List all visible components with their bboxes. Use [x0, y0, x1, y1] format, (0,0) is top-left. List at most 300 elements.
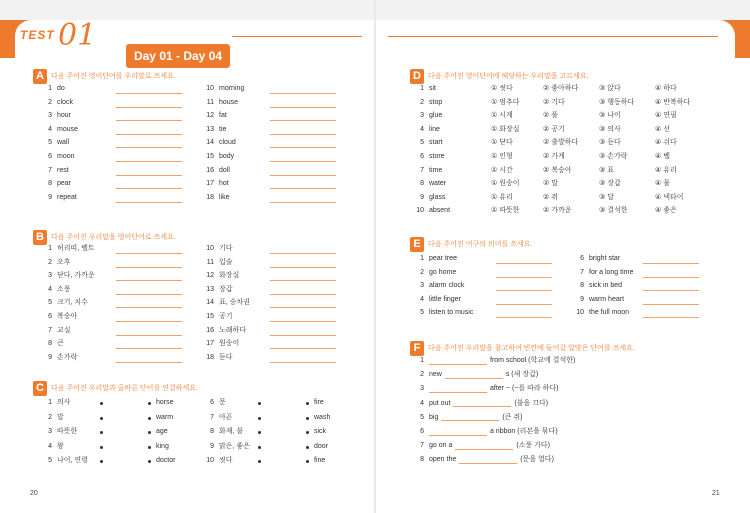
section-f-item — [410, 355, 575, 367]
item-word: 화재, 불 — [219, 428, 244, 435]
section-d-item — [410, 178, 446, 190]
section-f-item — [410, 454, 554, 466]
section-c-item — [200, 455, 233, 467]
section-f-suffix: (문을 열다) — [520, 456, 554, 464]
section-b-item — [38, 352, 77, 364]
section-b-item — [200, 297, 250, 309]
section-d-item — [410, 124, 440, 136]
item-word: 원숭이 — [219, 340, 240, 348]
section-b-answer-line — [116, 348, 182, 349]
section-e-answer-line — [496, 290, 552, 291]
item-number: 9 — [420, 193, 424, 201]
item-word: 맑은, 좋은 — [219, 442, 250, 450]
match-dot-right — [148, 460, 151, 463]
section-a-item — [200, 178, 229, 190]
section-d-option: ④ 연필 — [655, 112, 677, 120]
section-d-title: 다음 주어진 영어단어에 해당하는 우리말을 고르세요. — [428, 73, 589, 80]
section-d-item — [410, 192, 445, 204]
section-b-title: 다음 주어진 우리말을 영어단어로 쓰세요. — [51, 234, 176, 241]
item-number: 4 — [420, 125, 424, 133]
item-number: 2 — [48, 413, 52, 421]
section-b-item — [200, 284, 233, 296]
page-number-left: 20 — [30, 490, 38, 497]
item-number: 6 — [48, 313, 52, 320]
item-word: the full moon — [589, 309, 630, 317]
item-word: clock — [57, 98, 73, 106]
section-a-answer-line — [270, 188, 336, 189]
item-number: 9 — [48, 353, 52, 361]
section-c-item — [200, 412, 233, 424]
item-word: 교실 — [57, 326, 71, 334]
section-f-letter: F — [410, 341, 424, 356]
section-a-item — [200, 124, 226, 136]
match-dot-left — [100, 460, 103, 463]
section-e-answer-line — [643, 290, 699, 291]
item-number: 16 — [206, 166, 214, 174]
item-number: 4 — [48, 285, 52, 293]
section-d-option: ③ 행동하다 — [599, 98, 635, 106]
item-number: 10 — [206, 85, 214, 92]
section-f-suffix: after ~ (~를 따라 하다) — [490, 385, 559, 393]
item-number: 10 — [576, 309, 584, 317]
section-d-option: ④ 반복하다 — [655, 98, 691, 106]
section-a-item — [38, 192, 77, 204]
section-d-option: ③ 달 — [599, 193, 614, 201]
section-a-answer-line — [116, 202, 182, 203]
match-dot-right — [148, 417, 151, 420]
item-number: 3 — [420, 385, 424, 393]
test-number: 01 — [58, 18, 97, 53]
item-number: 3 — [48, 112, 52, 120]
section-e-item — [410, 280, 464, 292]
match-dot-right — [306, 402, 309, 405]
section-f-prefix: put out — [429, 399, 451, 407]
section-d-option: ① 씻다 — [491, 85, 513, 92]
section-d-option: ① 인형 — [491, 153, 513, 160]
section-f-title: 다음 주어진 우리말을 참고하여 빈칸에 들어갈 알맞은 단어를 쓰세요. — [428, 345, 635, 352]
section-a-answer-line — [116, 161, 182, 162]
section-b-answer-line — [116, 307, 182, 308]
section-d-option: ① 닫다 — [491, 139, 513, 147]
section-b-item — [38, 338, 64, 350]
item-word: moon — [57, 153, 75, 160]
section-c-item — [200, 397, 226, 409]
item-word: 소풍 — [57, 285, 71, 293]
item-number: 6 — [210, 399, 214, 406]
section-d-option: ④ 유리 — [655, 166, 677, 174]
item-word: absent — [429, 207, 451, 215]
item-word: time — [429, 166, 443, 174]
match-dot-left — [100, 446, 103, 449]
section-f-item — [410, 412, 522, 424]
section-b-item — [38, 297, 88, 309]
item-number: 3 — [48, 272, 52, 280]
section-e-item — [410, 253, 457, 265]
item-word: warm heart — [589, 295, 625, 303]
section-d-option: ② 출발하다 — [543, 139, 579, 147]
item-word: 나이, 연령 — [57, 457, 88, 464]
item-word: start — [429, 139, 443, 147]
item-word: rest — [57, 166, 69, 174]
section-f-suffix: from school (학교에 결석한) — [490, 357, 576, 364]
item-number: 8 — [48, 340, 52, 348]
section-d-option: ① 시계 — [491, 112, 513, 120]
section-a-answer-line — [270, 93, 336, 94]
item-word: sit — [429, 85, 436, 92]
item-word: for a long time — [589, 268, 634, 276]
section-b-item — [200, 352, 233, 364]
item-number: 3 — [48, 428, 52, 435]
section-f-item — [410, 440, 550, 452]
item-number: 5 — [48, 299, 52, 307]
match-dot-left — [100, 402, 103, 405]
left-top-strip — [0, 0, 374, 20]
item-number: 6 — [580, 255, 584, 262]
section-e-answer-line — [643, 263, 699, 264]
section-e-item — [570, 307, 629, 319]
item-number: 3 — [420, 112, 424, 120]
item-word: fat — [219, 112, 227, 120]
match-dot-left — [258, 402, 261, 405]
section-e-item — [570, 280, 622, 292]
section-d-option: ① 시간 — [491, 166, 513, 174]
section-d-option: ② 가까운 — [543, 207, 572, 215]
section-d-option: ④ 물 — [655, 180, 670, 188]
section-a-answer-line — [270, 161, 336, 162]
item-number: 10 — [206, 245, 214, 252]
item-word: 공기 — [219, 313, 233, 320]
section-d-option: ③ 듣다 — [599, 139, 621, 147]
item-word: sick in bed — [589, 282, 623, 290]
item-word: cloud — [219, 139, 236, 147]
item-number: 12 — [206, 112, 214, 120]
match-dot-right — [148, 402, 151, 405]
section-a-answer-line — [116, 107, 182, 108]
item-number: 10 — [206, 457, 214, 464]
section-c-english: sick — [314, 428, 327, 435]
section-f-blank — [453, 398, 511, 407]
section-e-item — [570, 267, 633, 279]
section-f-blank — [429, 427, 487, 436]
section-b-answer-line — [270, 267, 336, 268]
section-e-answer-line — [496, 263, 552, 264]
item-word: 화장실 — [219, 272, 240, 280]
section-a-item — [200, 192, 230, 204]
test-header — [20, 18, 223, 63]
item-number: 7 — [48, 166, 52, 174]
item-number: 9 — [580, 295, 584, 303]
item-number: 16 — [206, 326, 214, 334]
book-spine — [374, 0, 376, 513]
section-e-item — [410, 307, 473, 319]
section-f-prefix: new — [429, 371, 442, 379]
section-f-blank — [429, 356, 487, 365]
section-d-option: ③ 나이 — [599, 112, 621, 120]
section-d-option: ④ 선 — [655, 125, 670, 133]
section-a-item — [38, 124, 78, 136]
section-d-option: ③ 손가락 — [599, 153, 628, 160]
match-dot-right — [148, 431, 151, 434]
match-dot-left — [258, 431, 261, 434]
item-word: 아픈 — [219, 413, 233, 421]
match-dot-right — [148, 446, 151, 449]
section-b-item — [200, 270, 239, 282]
item-word: listen to music — [429, 309, 474, 317]
item-word: 입술 — [219, 258, 233, 266]
section-d-option: ② 풀 — [543, 112, 558, 120]
section-a-title: 다음 주어진 영어단어를 우리말로 쓰세요. — [51, 73, 176, 80]
section-b-item — [38, 243, 95, 255]
section-f-blank — [445, 370, 503, 379]
section-c-title: 다음 주어진 우리말과 올바른 단어를 연결하세요. — [51, 385, 198, 392]
item-number: 5 — [420, 139, 424, 147]
item-number: 2 — [48, 98, 52, 106]
item-number: 7 — [580, 268, 584, 276]
item-word: 왕 — [57, 442, 64, 450]
section-b-answer-line — [116, 253, 182, 254]
section-d-option: ① 원숭이 — [491, 180, 520, 188]
section-f-item — [410, 369, 538, 381]
section-e-letter: E — [410, 237, 424, 252]
item-word: hour — [57, 112, 72, 120]
item-number: 1 — [48, 85, 52, 92]
header-rule-left — [232, 36, 362, 37]
section-e-answer-line — [496, 277, 552, 278]
item-number: 12 — [206, 272, 214, 280]
section-a-item — [38, 83, 65, 95]
section-b-answer-line — [116, 294, 182, 295]
item-number: 7 — [210, 413, 214, 421]
item-word: store — [429, 153, 445, 160]
item-word: 장갑 — [219, 285, 233, 293]
match-dot-left — [258, 460, 261, 463]
item-word: 듣다 — [219, 353, 233, 361]
item-number: 11 — [206, 258, 214, 266]
item-word: hot — [219, 180, 229, 188]
section-c-english: fire — [314, 399, 324, 406]
section-c-item — [38, 455, 88, 467]
section-d-item — [410, 83, 436, 95]
item-word: 오후 — [57, 258, 71, 266]
section-f-suffix: (불을 끄다) — [514, 399, 549, 407]
section-d-item — [410, 151, 445, 163]
item-word: glass — [429, 193, 446, 201]
section-a-item — [38, 178, 71, 190]
item-number: 1 — [420, 357, 424, 364]
page-number-right: 21 — [712, 490, 720, 497]
section-d-header — [410, 68, 588, 84]
day-range-tag: Day 01 - Day 04 — [126, 44, 230, 68]
section-d-option: ② 가게 — [543, 153, 565, 160]
item-number: 8 — [580, 282, 584, 290]
section-f-item — [410, 426, 558, 438]
section-c-english: door — [314, 442, 329, 450]
item-number: 2 — [420, 268, 424, 276]
section-f-suffix: (소풍 가다) — [516, 442, 551, 450]
item-number: 8 — [48, 180, 52, 188]
section-b-answer-line — [116, 267, 182, 268]
item-word: glue — [429, 112, 443, 120]
section-a-item — [200, 151, 234, 163]
section-e-item — [570, 294, 624, 306]
item-word: 표, 승차권 — [219, 299, 250, 307]
section-f-blank — [429, 384, 487, 393]
item-number: 1 — [48, 245, 52, 252]
item-word: mouse — [57, 125, 79, 133]
item-number: 2 — [48, 258, 52, 266]
section-d-option: ① 화장실 — [491, 125, 520, 133]
section-e-title: 다음 주어진 어구의 의미를 쓰세요. — [428, 241, 533, 248]
item-number: 7 — [420, 166, 424, 174]
test-label: TEST — [20, 28, 55, 42]
section-f-prefix: big — [429, 413, 439, 421]
item-number: 6 — [420, 153, 424, 160]
item-number: 9 — [48, 193, 52, 201]
section-d-option: ④ 넥타이 — [655, 193, 684, 201]
section-b-item — [200, 338, 239, 350]
section-f-suffix: s (새 장갑) — [505, 371, 539, 379]
item-number: 1 — [48, 399, 52, 406]
section-a-item — [38, 165, 69, 177]
section-d-item — [410, 97, 442, 109]
section-a-answer-line — [116, 147, 182, 148]
section-c-english: doctor — [156, 457, 176, 464]
item-number: 2 — [420, 371, 424, 379]
section-c-item — [200, 426, 243, 438]
section-e-header — [410, 236, 532, 252]
item-word: 문 — [219, 399, 226, 406]
item-number: 3 — [420, 282, 424, 290]
section-f-suffix: a ribbon (리본을 묶다) — [490, 428, 558, 435]
section-a-answer-line — [116, 120, 182, 121]
section-b-item — [38, 284, 71, 296]
item-number: 10 — [416, 207, 424, 215]
section-d-item — [410, 110, 442, 122]
section-b-answer-line — [116, 280, 182, 281]
section-e-answer-line — [496, 317, 552, 318]
item-number: 5 — [48, 139, 52, 147]
section-d-option: ② 말 — [543, 180, 558, 188]
item-word: 복숭아 — [57, 313, 78, 320]
item-number: 7 — [420, 442, 424, 450]
item-word: 큰 — [57, 340, 64, 348]
item-number: 1 — [420, 85, 424, 92]
item-word: do — [57, 85, 65, 92]
item-number: 5 — [48, 457, 52, 464]
item-number: 2 — [420, 98, 424, 106]
section-f-item — [410, 383, 558, 395]
item-number: 11 — [206, 98, 214, 106]
item-word: alarm clock — [429, 282, 465, 290]
item-number: 4 — [48, 442, 52, 450]
section-b-answer-line — [116, 321, 182, 322]
section-d-option: ② 기다 — [543, 98, 565, 106]
section-c-english: fine — [314, 457, 326, 464]
item-number: 17 — [206, 180, 214, 188]
item-number: 13 — [206, 285, 214, 293]
section-b-item — [38, 270, 95, 282]
item-word: go home — [429, 268, 457, 276]
match-dot-right — [306, 431, 309, 434]
section-d-option: ① 멈추다 — [491, 98, 520, 106]
section-d-option: ③ 결석한 — [599, 207, 628, 215]
section-b-answer-line — [270, 321, 336, 322]
section-b-item — [38, 311, 77, 323]
item-word: 크기, 치수 — [57, 299, 88, 307]
section-c-item — [38, 441, 64, 453]
section-c-item — [38, 412, 64, 424]
section-a-item — [38, 97, 73, 109]
section-c-english: wash — [314, 413, 331, 421]
match-dot-left — [100, 417, 103, 420]
section-b-item — [38, 325, 71, 337]
section-a-item — [200, 97, 238, 109]
match-dot-right — [306, 446, 309, 449]
item-number: 14 — [206, 299, 214, 307]
section-a-item — [200, 137, 236, 149]
match-dot-right — [306, 417, 309, 420]
section-d-item — [410, 165, 442, 177]
item-word: 기다 — [219, 245, 233, 252]
item-number: 15 — [206, 313, 214, 320]
section-c-english: age — [156, 428, 168, 435]
item-word: 말 — [57, 413, 64, 421]
item-number: 4 — [420, 399, 424, 407]
section-d-option: ② 복숭아 — [543, 166, 572, 174]
section-b-answer-line — [270, 335, 336, 336]
section-a-item — [200, 83, 244, 95]
section-e-item — [570, 253, 620, 265]
item-word: line — [429, 125, 440, 133]
section-e-answer-line — [643, 277, 699, 278]
section-f-blank — [455, 441, 513, 450]
section-a-answer-line — [116, 93, 182, 94]
section-e-answer-line — [643, 304, 699, 305]
item-number: 6 — [420, 428, 424, 435]
item-word: water — [429, 180, 447, 188]
section-a-answer-line — [270, 147, 336, 148]
section-c-english: warm — [156, 413, 174, 421]
section-e-item — [410, 267, 456, 279]
item-word: 노래하다 — [219, 326, 247, 334]
item-number: 14 — [206, 139, 214, 147]
section-d-item — [410, 137, 443, 149]
item-word: repeat — [57, 193, 77, 201]
item-number: 8 — [420, 456, 424, 464]
section-f-item — [410, 398, 548, 410]
item-word: 닫다, 가까운 — [57, 272, 95, 280]
section-d-option: ② 좋아하다 — [543, 85, 579, 92]
item-word: like — [219, 193, 230, 201]
item-number: 9 — [210, 442, 214, 450]
section-a-answer-line — [270, 107, 336, 108]
section-a-letter: A — [33, 69, 47, 84]
section-d-letter: D — [410, 69, 424, 84]
section-e-answer-line — [643, 317, 699, 318]
header-rule-right — [388, 36, 718, 37]
item-word: tie — [219, 125, 227, 133]
section-b-letter: B — [33, 230, 47, 245]
section-b-answer-line — [270, 307, 336, 308]
section-c-letter: C — [33, 381, 47, 396]
section-a-item — [200, 165, 230, 177]
item-word: 의사 — [57, 399, 71, 406]
section-b-item — [38, 257, 71, 269]
item-number: 6 — [48, 153, 52, 160]
item-number: 8 — [420, 180, 424, 188]
item-word: wall — [57, 139, 70, 147]
section-f-header — [410, 340, 635, 356]
